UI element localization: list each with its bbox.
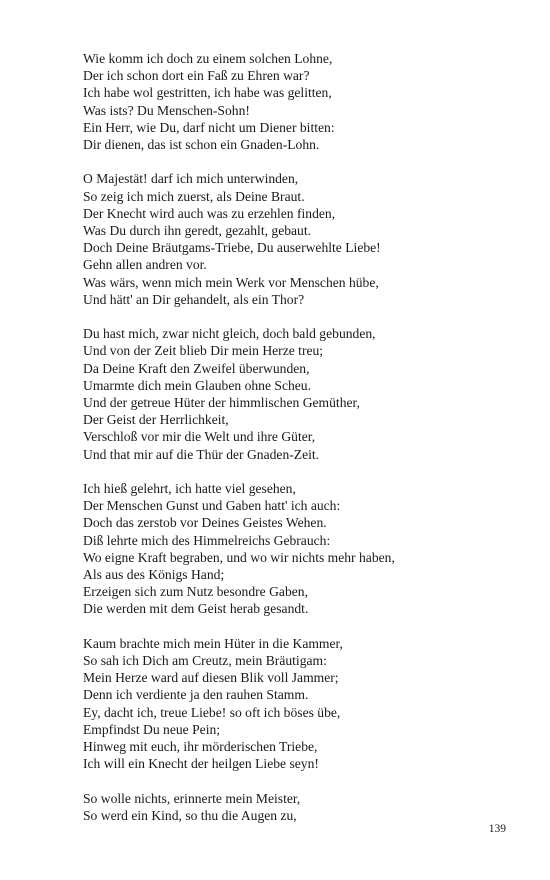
verse-line: Und der getreue Hüter der himmlischen Gemüther, xyxy=(83,395,360,411)
verse-line: Ich hieß gelehrt, ich hatte viel gesehen, xyxy=(83,481,296,497)
verse-line: Wo eigne Kraft begraben, und wo wir nichts mehr haben, xyxy=(83,549,395,565)
verse-line: Und that mir auf die Thür der Gnaden-Zeit. xyxy=(83,446,320,462)
verse-line: Der Geist der Herrlichkeit, xyxy=(83,412,229,428)
verse-line: Verschloß vor mir die Welt und ihre Güter, xyxy=(83,429,316,445)
verse-line: Ein Herr, wie Du, darf nicht um Diener bitten: xyxy=(83,119,335,135)
verse-line: Diß lehrte mich des Himmelreichs Gebrauch: xyxy=(83,532,331,548)
verse-line: Umarmte dich mein Glauben ohne Scheu. xyxy=(83,377,312,393)
verse-line: Kaum brachte mich mein Hüter in die Kammer, xyxy=(83,635,343,651)
verse-line: Und hätt' an Dir gehandelt, als ein Thor? xyxy=(83,291,305,307)
verse-line: So sah ich Dich am Creutz, mein Bräutigam: xyxy=(83,653,327,669)
verse-line: Wie komm ich doch zu einem solchen Lohne, xyxy=(83,51,333,66)
verse-line: Denn ich verdiente ja den rauhen Stamm. xyxy=(83,687,309,703)
verse-line: Mein Herze ward auf diesen Blik voll Jammer; xyxy=(83,670,339,686)
verse-line: Und von der Zeit blieb Dir mein Herze treu; xyxy=(83,343,324,359)
verse-line: So wolle nichts, erinnerte mein Meister, xyxy=(83,790,301,806)
verse-line: Hinweg mit euch, ihr mörderischen Triebe, xyxy=(83,739,318,755)
stanza xyxy=(83,790,523,824)
page-number: 139 xyxy=(488,823,506,835)
verse-line: Dir dienen, das ist schon ein Gnaden-Lohn. xyxy=(83,137,320,153)
stanza xyxy=(83,480,523,618)
stanza xyxy=(83,50,523,153)
verse-line: Der Knecht wird auch was zu erzehlen finden, xyxy=(83,205,336,221)
verse-line: Als aus des Königs Hand; xyxy=(83,567,225,583)
verse-line: Ich will ein Knecht der heilgen Liebe seyn! xyxy=(83,756,319,772)
verse-line: Ey, dacht ich, treue Liebe! so oft ich böses übe, xyxy=(83,704,341,720)
verse-line: Was Du durch ihn geredt, gezahlt, gebaut. xyxy=(83,223,312,239)
verse-line: Du hast mich, zwar nicht gleich, doch bald gebunden, xyxy=(83,326,376,342)
verse-line: Gehn allen andren vor. xyxy=(83,257,207,273)
verse-line: Doch Deine Bräutgams-Triebe, Du auserwehlte Liebe! xyxy=(83,240,381,256)
verse-line: Ich habe wol gestritten, ich habe was gelitten, xyxy=(83,85,332,101)
verse-line: Doch das zerstob vor Deines Geistes Wehen. xyxy=(83,515,327,531)
verse-line: Erzeigen sich zum Nutz besondre Gaben, xyxy=(83,584,308,600)
stanza xyxy=(83,635,523,773)
verse-line: Was wärs, wenn mich mein Werk vor Menschen hübe, xyxy=(83,274,379,290)
stanza xyxy=(83,170,523,308)
verse-line: So werd ein Kind, so thu die Augen zu, xyxy=(83,807,297,823)
verse-line: Da Deine Kraft den Zweifel überwunden, xyxy=(83,360,310,376)
verse-line: Die werden mit dem Geist herab gesandt. xyxy=(83,601,309,617)
verse-line: O Majestät! darf ich mich unterwinden, xyxy=(83,171,299,187)
verse-line: Der Menschen Gunst und Gaben hatt' ich auch: xyxy=(83,498,341,514)
verse-line: So zeig ich mich zuerst, als Deine Braut. xyxy=(83,188,305,204)
stanza xyxy=(83,325,523,463)
verse-line: Der ich schon dort ein Faß zu Ehren war? xyxy=(83,68,310,84)
verse-line: Was ists? Du Menschen-Sohn! xyxy=(83,102,250,118)
verse-line: Empfindst Du neue Pein; xyxy=(83,721,221,737)
poem-text xyxy=(83,50,523,841)
